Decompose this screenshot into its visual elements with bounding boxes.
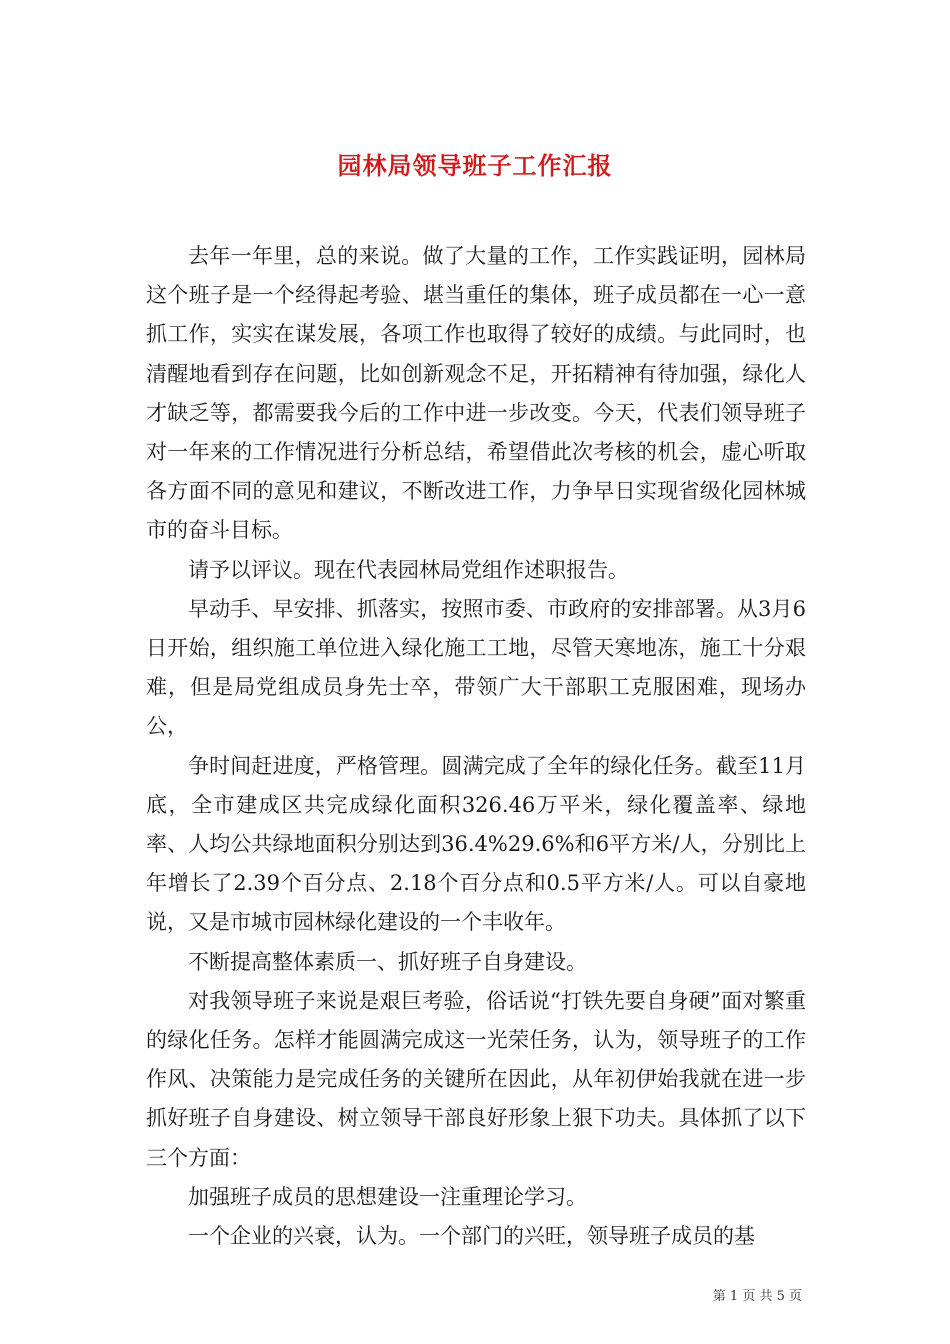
paragraph-6: 对我领导班子来说是艰巨考验，俗话说“打铁先要自身硬”面对繁重的绿化任务。怎样才能圆满完成这一光荣任务，认为，领导班子的工作作风、决策能力是完成任务的关键所在因此，从年初伊始我就在进一步抓好班子自身建设、树立领导干部良好形象上狠下功夫。具体抓了以下三个方面： bbox=[146, 988, 806, 1170]
page-number: 第 1 页 共 5 页 bbox=[712, 1289, 802, 1304]
document-body bbox=[146, 237, 806, 1256]
paragraph-7: 加强班子成员的思想建设一注重理论学习。 bbox=[188, 1184, 587, 1209]
paragraph-3: 早动手、早安排、抓落实，按照市委、市政府的安排部署。从3月6日开始，组织施工单位进入绿化施工工地，尽管天寒地冻，施工十分艰难，但是局党组成员身先士卒，带领广大干部职工克服困难，现场办公， bbox=[146, 596, 806, 739]
paragraph-8: 一个企业的兴衰，认为。一个部门的兴旺，领导班子成员的基 bbox=[188, 1224, 755, 1249]
paragraph-5: 不断提高整体素质一、抓好班子自身建设。 bbox=[188, 949, 587, 974]
paragraph-4: 争时间赶进度，严格管理。圆满完成了全年的绿化任务。截至11月底，全市建成区共完成绿化面积326.46万平米，绿化覆盖率、绿地率、人均公共绿地面积分别达到36.4%29.6%和6平方米/人，分别比上年增长了2.39个百分点、2.18个百分点和0.5平方米/人。可以自豪地说，又是市城市园林绿化建设的一个丰收年。 bbox=[146, 753, 806, 935]
paragraph-2: 请予以评议。现在代表园林局党组作述职报告。 bbox=[188, 557, 629, 582]
page-title: 园林局领导班子工作汇报 bbox=[337, 151, 613, 181]
paragraph-1: 去年一年里，总的来说。做了大量的工作，工作实践证明，园林局这个班子是一个经得起考验、堪当重任的集体，班子成员都在一心一意抓工作，实实在谋发展，各项工作也取得了较好的成绩。与此同时，也清醒地看到存在问题，比如创新观念不足，开拓精神有待加强，绿化人才缺乏等，都需要我今后的工作中进一步改变。今天，代表们领导班子对一年来的工作情况进行分析总结，希望借此次考核的机会，虚心听取各方面不同的意见和建议，不断改进工作，力争早日实现省级化园林城市的奋斗目标。 bbox=[146, 244, 806, 543]
